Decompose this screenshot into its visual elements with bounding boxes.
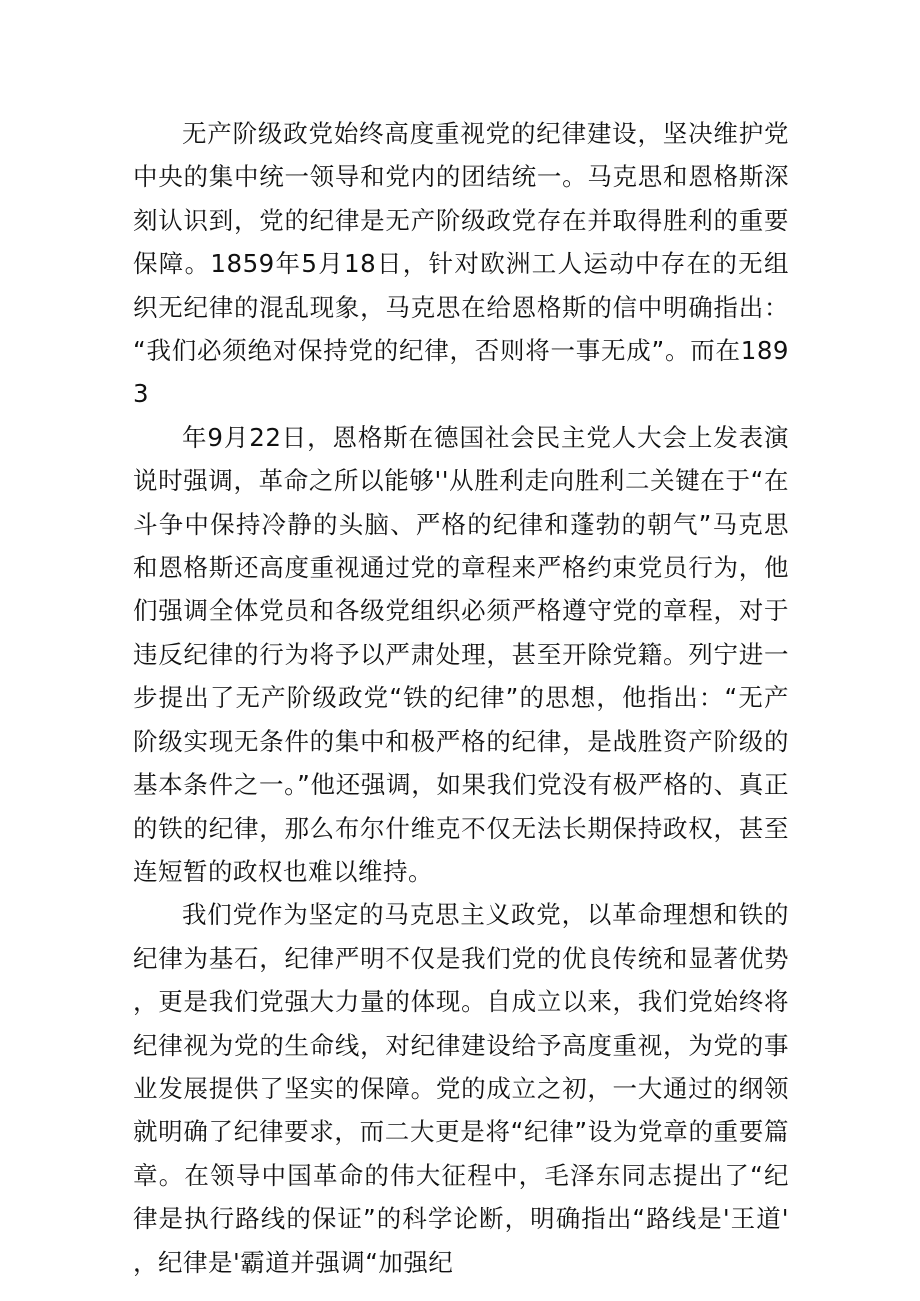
paragraph-3: 我们党作为坚定的马克思主义政党，以革命理想和铁的纪律为基石，纪律严明不仅是我们党的优良传统和显著优势，更是我们党强大力量的体现。自成立以来，我们党始终将纪律视为党的生命线，对纪律建设给予高度重视，为党的事业发展提供了坚实的保障。党的成立之初，一大通过的纲领就明确了纪律要求，而二大更是将“纪律”设为党章的重要篇章。在领导中国革命的伟大征程中，毛泽东同志提出了“纪律是执行路线的保证”的科学论断，明确指出“路线是'王道'，纪律是'霸道并强调“加强纪	[133, 900, 789, 1277]
document-body	[133, 112, 789, 1284]
paragraph-1: 无产阶级政党始终高度重视党的纪律建设，坚决维护党中央的集中统一领导和党内的团结统一。马克思和恩格斯深刻认识到，党的纪律是无产阶级政党存在并取得胜利的重要保障。1859年5月18日，针对欧洲工人运动中存在的无组织无纪律的混乱现象，马克思在给恩格斯的信中明确指出：“我们必须绝对保持党的纪律，否则将一事无成”。而在1893	[133, 119, 789, 409]
paragraph-2: 年9月22日，恩格斯在德国社会民主党人大会上发表演说时强调，革命之所以能够''从胜利走向胜利二关键在于“在斗争中保持冷静的头脑、严格的纪律和蓬勃的朝气”马克思和恩格斯还高度重视通过党的章程来严格约束党员行为，他们强调全体党员和各级党组织必须严格遵守党的章程，对于违反纪律的行为将予以严肃处理，甚至开除党籍。列宁进一步提出了无产阶级政党“铁的纪律”的思想，他指出：“无产阶级实现无条件的集中和极严格的纪律，是战胜资产阶级的基本条件之一。”他还强调，如果我们党没有极严格的、真正的铁的纪律，那么布尔什维克不仅无法长期保持政权，甚至连短暂的政权也难以维持。	[133, 422, 789, 886]
